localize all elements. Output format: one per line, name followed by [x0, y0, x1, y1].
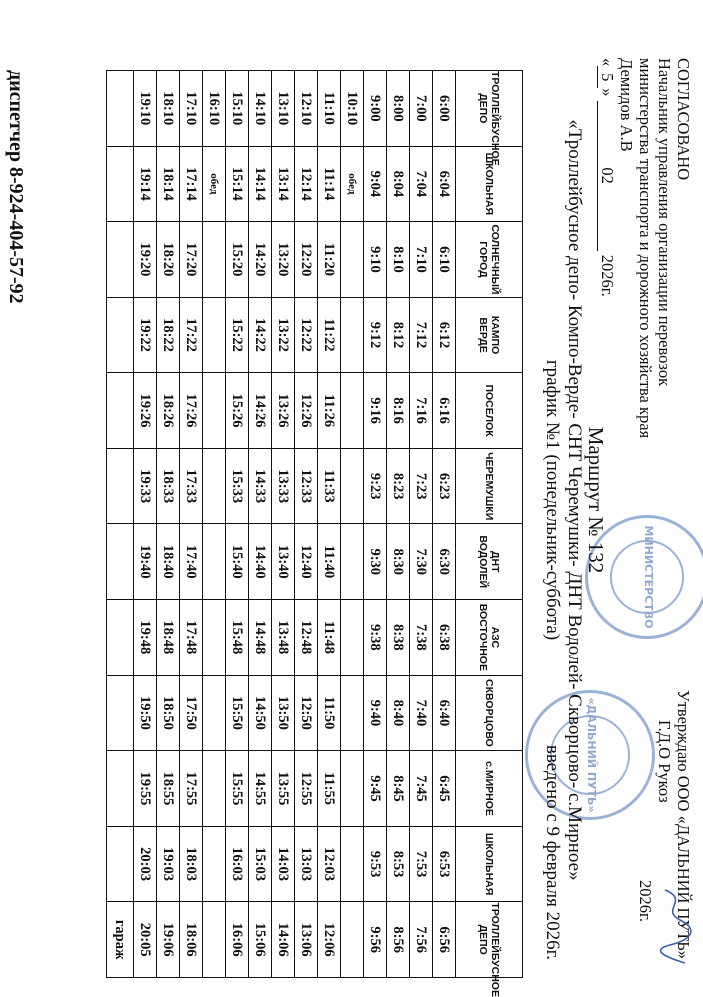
table-cell: 11:33: [318, 448, 341, 524]
table-cell: 15:48: [226, 600, 249, 676]
table-cell: 17:50: [180, 675, 203, 751]
approved-label: СОГЛАСОВАНО: [674, 58, 693, 181]
table-cell: 7:23: [410, 448, 433, 524]
table-cell: 17:40: [180, 524, 203, 600]
table-cell: 10:10: [341, 71, 364, 147]
table-cell: 18:26: [157, 373, 180, 449]
table-cell: 13:40: [272, 524, 295, 600]
table-cell: 9:23: [364, 448, 387, 524]
table-cell: [341, 448, 364, 524]
table-cell: 13:14: [272, 146, 295, 222]
table-cell: 12:26: [295, 373, 318, 449]
table-cell: 17:10: [180, 71, 203, 147]
schedule-name: график №1 (понедельник-суббота): [542, 359, 563, 641]
table-cell: [341, 826, 364, 902]
table-footer-row: [107, 71, 134, 978]
table-cell: [341, 751, 364, 827]
column-header: СОЛНЕЧНЫЙ ГОРОД: [456, 222, 523, 298]
table-cell: 13:10: [272, 71, 295, 147]
table-row: [134, 71, 157, 978]
column-header: СКВОРЦОВО: [456, 675, 523, 751]
table-cell: 13:48: [272, 600, 295, 676]
route-number: Маршрут № 132: [584, 426, 608, 574]
table-row: [157, 71, 180, 978]
table-cell: 13:20: [272, 222, 295, 298]
table-cell: 7:10: [410, 222, 433, 298]
empty-cell: [107, 524, 134, 600]
column-header: ДНТ ВОДОЛЕЙ: [456, 524, 523, 600]
table-cell: 11:26: [318, 373, 341, 449]
table-cell: 9:10: [364, 222, 387, 298]
table-cell: 9:40: [364, 675, 387, 751]
table-cell: 18:06: [180, 902, 203, 978]
table-row: [249, 71, 272, 978]
table-cell: [341, 373, 364, 449]
table-cell: 9:45: [364, 751, 387, 827]
table-cell: 18:03: [180, 826, 203, 902]
table-cell: 15:10: [226, 71, 249, 147]
garage-cell: гараж: [107, 902, 134, 978]
ministry-stamp: МИНИСТЕРСТВО: [585, 515, 703, 639]
table-cell: 9:38: [364, 600, 387, 676]
table-cell: 8:16: [387, 373, 410, 449]
route-title-block: [541, 40, 607, 960]
approved-by-company: Утверждаю ООО «ДАЛЬНИЙ ПУТЬ»: [674, 690, 693, 959]
table-cell: 9:12: [364, 297, 387, 373]
table-cell: 13:22: [272, 297, 295, 373]
table-cell: 11:22: [318, 297, 341, 373]
table-row: [272, 71, 295, 978]
table-cell: 18:50: [157, 675, 180, 751]
table-cell: 16:10: [203, 71, 226, 147]
table-cell: 12:50: [295, 675, 318, 751]
company-director: Г.Д.О Рукоз: [655, 720, 674, 803]
table-cell: 8:53: [387, 826, 410, 902]
table-cell: [203, 826, 226, 902]
table-cell: 8:12: [387, 297, 410, 373]
column-header: АЗС ВОСТОЧНОЕ: [456, 600, 523, 676]
table-row: [295, 71, 318, 978]
table-cell: 19:50: [134, 675, 157, 751]
table-cell: 14:03: [272, 826, 295, 902]
table-row: [410, 71, 433, 978]
table-row: [364, 71, 387, 978]
table-cell: 6:53: [433, 826, 456, 902]
table-cell: [203, 448, 226, 524]
table-cell: 7:00: [410, 71, 433, 147]
table-cell: 6:45: [433, 751, 456, 827]
table-cell: 12:48: [295, 600, 318, 676]
table-cell: 7:40: [410, 675, 433, 751]
table-cell: 19:06: [157, 902, 180, 978]
table-cell: 13:55: [272, 751, 295, 827]
table-cell: 16:06: [226, 902, 249, 978]
table-cell: 18:22: [157, 297, 180, 373]
table-cell: 12:10: [295, 71, 318, 147]
empty-cell: [107, 826, 134, 902]
table-cell: 14:10: [249, 71, 272, 147]
table-cell: 20:03: [134, 826, 157, 902]
empty-cell: [107, 297, 134, 373]
table-cell: 7:16: [410, 373, 433, 449]
empty-cell: [107, 146, 134, 222]
table-cell: [341, 297, 364, 373]
table-cell: 17:20: [180, 222, 203, 298]
table-cell: 15:03: [249, 826, 272, 902]
table-cell: 17:22: [180, 297, 203, 373]
table-cell: [203, 297, 226, 373]
table-cell: 19:22: [134, 297, 157, 373]
table-cell: [203, 524, 226, 600]
table-cell: 15:55: [226, 751, 249, 827]
table-cell: 18:33: [157, 448, 180, 524]
table-cell: 7:45: [410, 751, 433, 827]
route-path: «Троллейбусное депо- Компо-Верде- СНТ Черемушки- ДНТ Водолей- Скворцово- с.Мирное»: [564, 119, 585, 881]
table-cell: [341, 902, 364, 978]
table-cell: 9:30: [364, 524, 387, 600]
table-cell: [341, 675, 364, 751]
table-cell: 12:14: [295, 146, 318, 222]
table-cell: 12:22: [295, 297, 318, 373]
table-cell: обед: [203, 146, 226, 222]
table-cell: 14:33: [249, 448, 272, 524]
table-cell: 19:55: [134, 751, 157, 827]
table-cell: 14:06: [272, 902, 295, 978]
table-cell: 12:40: [295, 524, 318, 600]
approval-date: «5» 02 2026г.: [598, 58, 617, 297]
column-header: с.МИРНОЕ: [456, 751, 523, 827]
approver-position-1: Начальник управления организации перевозок: [655, 58, 674, 387]
table-cell: 8:30: [387, 524, 410, 600]
table-cell: 18:20: [157, 222, 180, 298]
table-cell: 8:10: [387, 222, 410, 298]
table-cell: 14:22: [249, 297, 272, 373]
table-cell: [203, 222, 226, 298]
table-cell: 7:12: [410, 297, 433, 373]
table-cell: 14:40: [249, 524, 272, 600]
table-cell: 15:14: [226, 146, 249, 222]
empty-cell: [107, 373, 134, 449]
table-cell: 12:06: [318, 902, 341, 978]
table-cell: 9:16: [364, 373, 387, 449]
approver-position-2: министерства транспорта и дорожного хозяйства края: [636, 58, 655, 439]
table-cell: [203, 675, 226, 751]
table-cell: 15:06: [249, 902, 272, 978]
table-cell: 17:14: [180, 146, 203, 222]
table-cell: 7:53: [410, 826, 433, 902]
company-stamp: «ДАЛЬНИЙ ПУТЬ»: [525, 690, 655, 820]
table-cell: 19:10: [134, 71, 157, 147]
table-cell: 19:20: [134, 222, 157, 298]
table-cell: 7:30: [410, 524, 433, 600]
table-cell: 18:55: [157, 751, 180, 827]
table-cell: 15:20: [226, 222, 249, 298]
table-cell: [203, 600, 226, 676]
table-cell: 9:56: [364, 902, 387, 978]
table-cell: 8:38: [387, 600, 410, 676]
table-cell: [203, 373, 226, 449]
table-cell: 19:33: [134, 448, 157, 524]
table-cell: обед: [341, 146, 364, 222]
empty-cell: [107, 751, 134, 827]
column-header: ШКОЛЬНАЯ: [456, 826, 523, 902]
timetable-header-row: [456, 71, 523, 978]
table-cell: [341, 524, 364, 600]
table-cell: 11:20: [318, 222, 341, 298]
table-cell: 6:04: [433, 146, 456, 222]
table-cell: 18:48: [157, 600, 180, 676]
table-cell: 8:23: [387, 448, 410, 524]
table-cell: 6:16: [433, 373, 456, 449]
schedule-line: [541, 40, 563, 960]
table-cell: 6:12: [433, 297, 456, 373]
table-cell: 9:00: [364, 71, 387, 147]
column-header: КАМПО ВЕРДЕ: [456, 297, 523, 373]
table-cell: 11:14: [318, 146, 341, 222]
empty-cell: [107, 448, 134, 524]
table-cell: 14:14: [249, 146, 272, 222]
table-row: [318, 71, 341, 978]
table-cell: 18:10: [157, 71, 180, 147]
table-cell: 13:50: [272, 675, 295, 751]
table-cell: 14:48: [249, 600, 272, 676]
table-cell: 12:20: [295, 222, 318, 298]
table-cell: 6:10: [433, 222, 456, 298]
table-cell: 11:50: [318, 675, 341, 751]
empty-cell: [107, 71, 134, 147]
table-cell: 14:26: [249, 373, 272, 449]
table-cell: 11:55: [318, 751, 341, 827]
table-cell: 18:14: [157, 146, 180, 222]
table-cell: 9:53: [364, 826, 387, 902]
table-cell: 19:14: [134, 146, 157, 222]
table-cell: 19:40: [134, 524, 157, 600]
table-cell: 12:55: [295, 751, 318, 827]
table-cell: 17:55: [180, 751, 203, 827]
table-cell: 19:48: [134, 600, 157, 676]
empty-cell: [107, 600, 134, 676]
table-cell: 15:50: [226, 675, 249, 751]
table-cell: 13:03: [295, 826, 318, 902]
column-header: ПОСЕЛОК: [456, 373, 523, 449]
table-cell: 11:48: [318, 600, 341, 676]
table-cell: 13:26: [272, 373, 295, 449]
signature: [655, 885, 695, 965]
table-cell: 11:10: [318, 71, 341, 147]
column-header: ШКОЛЬНАЯ: [456, 146, 523, 222]
table-cell: 9:04: [364, 146, 387, 222]
introduced-date: введено с 9 февраля 2026г.: [542, 744, 563, 960]
table-cell: 7:38: [410, 600, 433, 676]
table-cell: [203, 751, 226, 827]
table-cell: [341, 222, 364, 298]
table-cell: 19:26: [134, 373, 157, 449]
table-cell: 12:33: [295, 448, 318, 524]
table-cell: 6:40: [433, 675, 456, 751]
table-cell: 6:38: [433, 600, 456, 676]
table-cell: 17:33: [180, 448, 203, 524]
table-cell: 19:03: [157, 826, 180, 902]
table-row: [341, 71, 364, 978]
table-cell: 11:40: [318, 524, 341, 600]
table-cell: 15:40: [226, 524, 249, 600]
table-cell: 6:00: [433, 71, 456, 147]
table-cell: 13:06: [295, 902, 318, 978]
table-cell: 6:23: [433, 448, 456, 524]
company-approval-date: 2026г.: [636, 880, 655, 923]
table-cell: 14:55: [249, 751, 272, 827]
table-row: [203, 71, 226, 978]
table-cell: 8:00: [387, 71, 410, 147]
table-cell: 14:50: [249, 675, 272, 751]
table-cell: 8:45: [387, 751, 410, 827]
table-row: [226, 71, 249, 978]
table-row: [433, 71, 456, 978]
table-cell: 20:05: [134, 902, 157, 978]
approver-name: Демидов А.В: [617, 58, 636, 152]
table-cell: 8:04: [387, 146, 410, 222]
table-cell: 7:56: [410, 902, 433, 978]
table-cell: 6:56: [433, 902, 456, 978]
empty-cell: [107, 675, 134, 751]
table-cell: 17:26: [180, 373, 203, 449]
table-cell: 16:03: [226, 826, 249, 902]
table-row: [180, 71, 203, 978]
table-cell: 15:26: [226, 373, 249, 449]
table-cell: 12:03: [318, 826, 341, 902]
empty-cell: [107, 222, 134, 298]
column-header: ТРОЛЛЕЙБУСНОЕ ДЕПО: [456, 902, 523, 978]
table-cell: 6:30: [433, 524, 456, 600]
column-header: ТРОЛЛЕЙБУСНОЕ ДЕПО: [456, 71, 523, 147]
table-row: [387, 71, 410, 978]
table-cell: [203, 902, 226, 978]
table-cell: 8:40: [387, 675, 410, 751]
table-cell: [341, 600, 364, 676]
timetable: [106, 70, 523, 997]
table-cell: 18:40: [157, 524, 180, 600]
column-header: ЧЕРЕМУШКИ: [456, 448, 523, 524]
table-cell: 8:56: [387, 902, 410, 978]
table-cell: 14:20: [249, 222, 272, 298]
table-cell: 13:33: [272, 448, 295, 524]
table-cell: 17:48: [180, 600, 203, 676]
table-cell: 7:04: [410, 146, 433, 222]
table-cell: 15:22: [226, 297, 249, 373]
approval-left-block: [597, 58, 693, 558]
table-cell: 15:33: [226, 448, 249, 524]
dispatcher-phone: диспетчер 8-924-404-57-92: [5, 70, 27, 304]
